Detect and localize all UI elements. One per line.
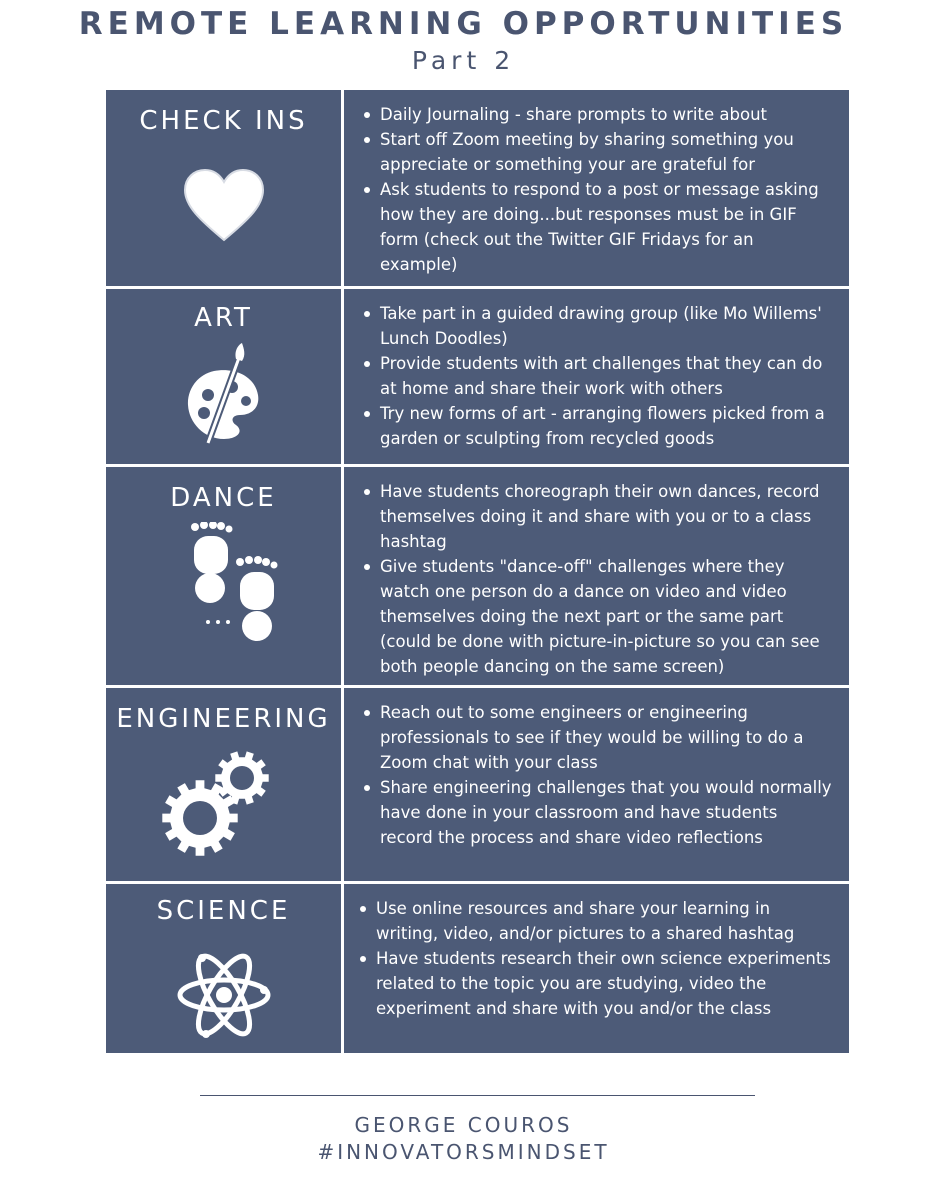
- list-item: Provide students with art challenges that they can do at home and share their work with others: [380, 351, 835, 401]
- atom-icon: [176, 950, 272, 1040]
- list-item: Reach out to some engineers or engineering professionals to see if they would be willing to do a Zoom chat with your class: [380, 700, 835, 775]
- items-cell: [344, 467, 849, 685]
- items-cell: [344, 90, 849, 286]
- category-label: CHECK INS: [139, 106, 308, 136]
- hashtag: #INNOVATORSMINDSET: [317, 1140, 610, 1164]
- list-item: Have students research their own science experiments related to the topic you are studying, video the experiment and share with you and/or the class: [376, 946, 835, 1021]
- list-item: Use online resources and share your learning in writing, video, and/or pictures to a shared hashtag: [376, 896, 835, 946]
- gears-icon: [162, 750, 270, 858]
- items-list: [360, 102, 835, 277]
- category-label: DANCE: [170, 483, 277, 513]
- items-cell: [344, 688, 849, 881]
- footer-divider: [200, 1095, 755, 1096]
- items-cell: [344, 289, 849, 464]
- list-item: Try new forms of art - arranging flowers picked from a garden or sculpting from recycled goods: [380, 401, 835, 451]
- list-item: Daily Journaling - share prompts to write about: [380, 102, 835, 127]
- heart-icon: [182, 168, 266, 244]
- paint-palette-icon: [184, 343, 264, 447]
- list-item: Take part in a guided drawing group (like Mo Willems' Lunch Doodles): [380, 301, 835, 351]
- items-list: [356, 896, 835, 1021]
- items-list: [360, 301, 835, 451]
- category-label: SCIENCE: [156, 896, 291, 926]
- category-label: ART: [194, 303, 253, 333]
- list-item: Give students "dance-off" challenges where they watch one person do a dance on video and video themselves doing the next part or the same part (could be done with picture-in-picture so you can see both people dancing on the same screen): [380, 554, 835, 679]
- section-art: [106, 289, 849, 464]
- opportunities-table: [106, 90, 849, 1053]
- small-gear: [215, 751, 268, 804]
- section-science: [106, 884, 849, 1053]
- category-cell: [106, 90, 341, 286]
- list-item: Ask students to respond to a post or message asking how they are doing...but responses must be in GIF form (check out the Twitter GIF Fridays for an example): [380, 177, 835, 277]
- category-label: ENGINEERING: [116, 704, 331, 734]
- section-check-ins: [106, 90, 849, 286]
- category-cell: [106, 688, 341, 881]
- list-item: Start off Zoom meeting by sharing something you appreciate or something your are grateful for: [380, 127, 835, 177]
- category-cell: [106, 884, 341, 1053]
- items-list: [360, 700, 835, 850]
- items-cell: [344, 884, 849, 1053]
- author-name: GEORGE COUROS: [354, 1113, 573, 1137]
- page-subtitle: Part 2: [411, 46, 516, 75]
- page-title: REMOTE LEARNING OPPORTUNITIES: [78, 6, 849, 42]
- section-dance: [106, 467, 849, 685]
- footprints-icon: [188, 522, 280, 646]
- list-item: Share engineering challenges that you would normally have done in your classroom and have students record the process and share video reflections: [380, 775, 835, 850]
- category-cell: [106, 289, 341, 464]
- list-item: Have students choreograph their own dances, record themselves doing it and share with you or to a class hashtag: [380, 479, 835, 554]
- section-engineering: [106, 688, 849, 881]
- items-list: [360, 479, 835, 679]
- category-cell: [106, 467, 341, 685]
